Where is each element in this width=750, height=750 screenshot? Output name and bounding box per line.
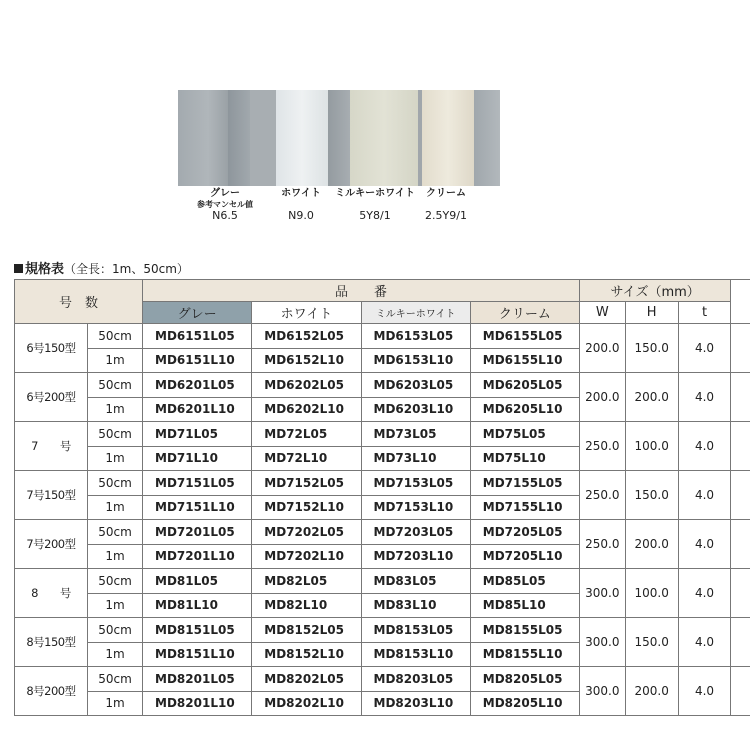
part-number-cell: MD72L10 xyxy=(252,446,361,471)
part-number-cell: MD7205L10 xyxy=(470,544,579,569)
part-number-cell: MD6152L05 xyxy=(252,324,361,349)
part-number-cell: MD83L10 xyxy=(361,593,470,618)
part-number-cell: MD8152L05 xyxy=(252,618,361,643)
header-color-cream: クリーム xyxy=(470,302,579,324)
edge-cell xyxy=(731,618,750,667)
part-number-cell: MD8202L05 xyxy=(252,667,361,692)
part-number-cell: MD8203L05 xyxy=(361,667,470,692)
header-part-no: 品 番 xyxy=(143,280,580,302)
part-number-cell: MD7151L05 xyxy=(143,471,252,496)
swatch-gray-right xyxy=(474,90,500,186)
part-number-cell: MD6152L10 xyxy=(252,348,361,373)
length-cell: 50cm xyxy=(87,373,142,398)
part-number-cell: MD6151L05 xyxy=(143,324,252,349)
swatch-name: クリーム xyxy=(425,188,466,199)
size-w-cell: 200.0 xyxy=(580,324,626,373)
size-w-cell: 250.0 xyxy=(580,422,626,471)
length-cell: 1m xyxy=(87,495,142,520)
size-w-cell: 200.0 xyxy=(580,373,626,422)
swatch-label-gray xyxy=(197,188,253,222)
header-color-white: ホワイト xyxy=(252,302,361,324)
part-number-cell: MD6151L10 xyxy=(143,348,252,373)
size-h-cell: 150.0 xyxy=(625,324,678,373)
swatch-milky xyxy=(350,90,418,186)
header-number: 号 数 xyxy=(15,280,143,324)
part-number-cell: MD6201L05 xyxy=(143,373,252,398)
swatch-name: ミルキーホワイト xyxy=(335,188,415,199)
length-cell: 1m xyxy=(87,348,142,373)
size-t-cell: 4.0 xyxy=(678,520,731,569)
edge-cell xyxy=(731,324,750,373)
size-h-cell: 200.0 xyxy=(625,520,678,569)
part-number-cell: MD6155L05 xyxy=(470,324,579,349)
part-number-cell: MD8201L10 xyxy=(143,691,252,716)
part-number-cell: MD7202L05 xyxy=(252,520,361,545)
part-number-cell: MD72L05 xyxy=(252,422,361,447)
part-number-cell: MD8155L10 xyxy=(470,642,579,667)
swatch-labels xyxy=(0,188,750,228)
swatch-cream xyxy=(422,90,474,186)
length-cell: 50cm xyxy=(87,618,142,643)
table-row xyxy=(15,324,750,349)
swatch-name: ホワイト xyxy=(281,188,321,199)
size-w-cell: 250.0 xyxy=(580,520,626,569)
part-number-cell: MD7201L05 xyxy=(143,520,252,545)
edge-cell xyxy=(731,422,750,471)
part-number-cell: MD7203L10 xyxy=(361,544,470,569)
spec-table xyxy=(14,279,750,716)
size-t-cell: 4.0 xyxy=(678,324,731,373)
header-color-milky: ミルキーホワイト xyxy=(361,302,470,324)
table-row xyxy=(15,520,750,545)
part-number-cell: MD7203L05 xyxy=(361,520,470,545)
part-number-cell: MD7153L05 xyxy=(361,471,470,496)
edge-cell xyxy=(731,520,750,569)
size-t-cell: 4.0 xyxy=(678,373,731,422)
part-number-cell: MD82L10 xyxy=(252,593,361,618)
group-name-cell: 7 号 xyxy=(15,422,88,471)
part-number-cell: MD7155L10 xyxy=(470,495,579,520)
group-name-cell: 6号150型 xyxy=(15,324,88,373)
group-name-cell: 8号200型 xyxy=(15,667,88,716)
part-number-cell: MD81L05 xyxy=(143,569,252,594)
part-number-cell: MD7151L10 xyxy=(143,495,252,520)
swatch-gray-mid xyxy=(250,90,276,186)
part-number-cell: MD85L05 xyxy=(470,569,579,594)
part-number-cell: MD6153L05 xyxy=(361,324,470,349)
part-number-cell: MD8205L10 xyxy=(470,691,579,716)
part-number-cell: MD8153L05 xyxy=(361,618,470,643)
length-cell: 50cm xyxy=(87,422,142,447)
size-w-cell: 300.0 xyxy=(580,618,626,667)
color-swatch-strip xyxy=(178,90,500,186)
edge-cell xyxy=(731,373,750,422)
part-number-cell: MD83L05 xyxy=(361,569,470,594)
heading-note: （全長：1m、50cm） xyxy=(64,262,189,276)
length-cell: 1m xyxy=(87,446,142,471)
group-name-cell: 8号150型 xyxy=(15,618,88,667)
swatch-code: N6.5 xyxy=(212,209,238,222)
part-number-cell: MD75L05 xyxy=(470,422,579,447)
group-name-cell: 7号200型 xyxy=(15,520,88,569)
part-number-cell: MD6203L05 xyxy=(361,373,470,398)
length-cell: 1m xyxy=(87,544,142,569)
header-dim-h: H xyxy=(625,302,678,324)
spec-table-heading xyxy=(14,258,189,277)
part-number-cell: MD75L10 xyxy=(470,446,579,471)
part-number-cell: MD8155L05 xyxy=(470,618,579,643)
part-number-cell: MD7155L05 xyxy=(470,471,579,496)
swatch-gray-left xyxy=(178,90,228,186)
swatch-gray-divider-2 xyxy=(328,90,350,186)
part-number-cell: MD6153L10 xyxy=(361,348,470,373)
part-number-cell: MD81L10 xyxy=(143,593,252,618)
part-number-cell: MD8205L05 xyxy=(470,667,579,692)
swatch-gray-divider xyxy=(228,90,250,186)
swatch-label-cream xyxy=(425,188,467,222)
table-row xyxy=(15,569,750,594)
length-cell: 50cm xyxy=(87,520,142,545)
part-number-cell: MD7152L10 xyxy=(252,495,361,520)
part-number-cell: MD8201L05 xyxy=(143,667,252,692)
length-cell: 1m xyxy=(87,593,142,618)
edge-cell xyxy=(731,569,750,618)
edge-cell xyxy=(731,667,750,716)
table-row xyxy=(15,667,750,692)
table-row xyxy=(15,471,750,496)
part-number-cell: MD6202L10 xyxy=(252,397,361,422)
part-number-cell: MD6203L10 xyxy=(361,397,470,422)
part-number-cell: MD73L10 xyxy=(361,446,470,471)
size-h-cell: 100.0 xyxy=(625,569,678,618)
part-number-cell: MD6202L05 xyxy=(252,373,361,398)
length-cell: 1m xyxy=(87,397,142,422)
part-number-cell: MD82L05 xyxy=(252,569,361,594)
length-cell: 50cm xyxy=(87,667,142,692)
swatch-name: グレー xyxy=(210,188,240,199)
header-color-gray: グレー xyxy=(143,302,252,324)
size-h-cell: 150.0 xyxy=(625,618,678,667)
size-w-cell: 250.0 xyxy=(580,471,626,520)
part-number-cell: MD8203L10 xyxy=(361,691,470,716)
size-t-cell: 4.0 xyxy=(678,667,731,716)
part-number-cell: MD6205L05 xyxy=(470,373,579,398)
length-cell: 50cm xyxy=(87,471,142,496)
size-t-cell: 4.0 xyxy=(678,618,731,667)
length-cell: 1m xyxy=(87,691,142,716)
table-row xyxy=(15,373,750,398)
swatch-code: 5Y8/1 xyxy=(359,209,391,222)
header-size: サイズ（mm） xyxy=(580,280,731,302)
header-dim-t: t xyxy=(678,302,731,324)
table-row xyxy=(15,618,750,643)
size-t-cell: 4.0 xyxy=(678,569,731,618)
part-number-cell: MD6155L10 xyxy=(470,348,579,373)
group-name-cell: 6号200型 xyxy=(15,373,88,422)
part-number-cell: MD8151L05 xyxy=(143,618,252,643)
swatch-code: 2.5Y9/1 xyxy=(425,209,467,222)
part-number-cell: MD71L10 xyxy=(143,446,252,471)
group-name-cell: 7号150型 xyxy=(15,471,88,520)
size-h-cell: 200.0 xyxy=(625,667,678,716)
part-number-cell: MD8202L10 xyxy=(252,691,361,716)
length-cell: 50cm xyxy=(87,569,142,594)
size-w-cell: 300.0 xyxy=(580,667,626,716)
part-number-cell: MD71L05 xyxy=(143,422,252,447)
group-name-cell: 8 号 xyxy=(15,569,88,618)
part-number-cell: MD7202L10 xyxy=(252,544,361,569)
size-t-cell: 4.0 xyxy=(678,471,731,520)
length-cell: 50cm xyxy=(87,324,142,349)
header-dim-w: W xyxy=(580,302,626,324)
size-h-cell: 100.0 xyxy=(625,422,678,471)
part-number-cell: MD8151L10 xyxy=(143,642,252,667)
part-number-cell: MD7152L05 xyxy=(252,471,361,496)
swatch-label-white xyxy=(281,188,321,222)
size-h-cell: 200.0 xyxy=(625,373,678,422)
part-number-cell: MD7201L10 xyxy=(143,544,252,569)
part-number-cell: MD6205L10 xyxy=(470,397,579,422)
size-t-cell: 4.0 xyxy=(678,422,731,471)
length-cell: 1m xyxy=(87,642,142,667)
square-bullet-icon xyxy=(14,264,23,273)
swatch-code: N9.0 xyxy=(288,209,314,222)
size-w-cell: 300.0 xyxy=(580,569,626,618)
edge-cell xyxy=(731,471,750,520)
swatch-munsell-note: 参考マンセル値 xyxy=(197,200,253,209)
part-number-cell: MD6201L10 xyxy=(143,397,252,422)
swatch-white xyxy=(276,90,328,186)
part-number-cell: MD7205L05 xyxy=(470,520,579,545)
part-number-cell: MD7153L10 xyxy=(361,495,470,520)
table-row xyxy=(15,422,750,447)
header-edge xyxy=(731,280,750,324)
part-number-cell: MD8153L10 xyxy=(361,642,470,667)
size-h-cell: 150.0 xyxy=(625,471,678,520)
part-number-cell: MD8152L10 xyxy=(252,642,361,667)
heading-title: 規格表 xyxy=(25,262,65,277)
part-number-cell: MD73L05 xyxy=(361,422,470,447)
part-number-cell: MD85L10 xyxy=(470,593,579,618)
swatch-label-milky xyxy=(335,188,415,222)
